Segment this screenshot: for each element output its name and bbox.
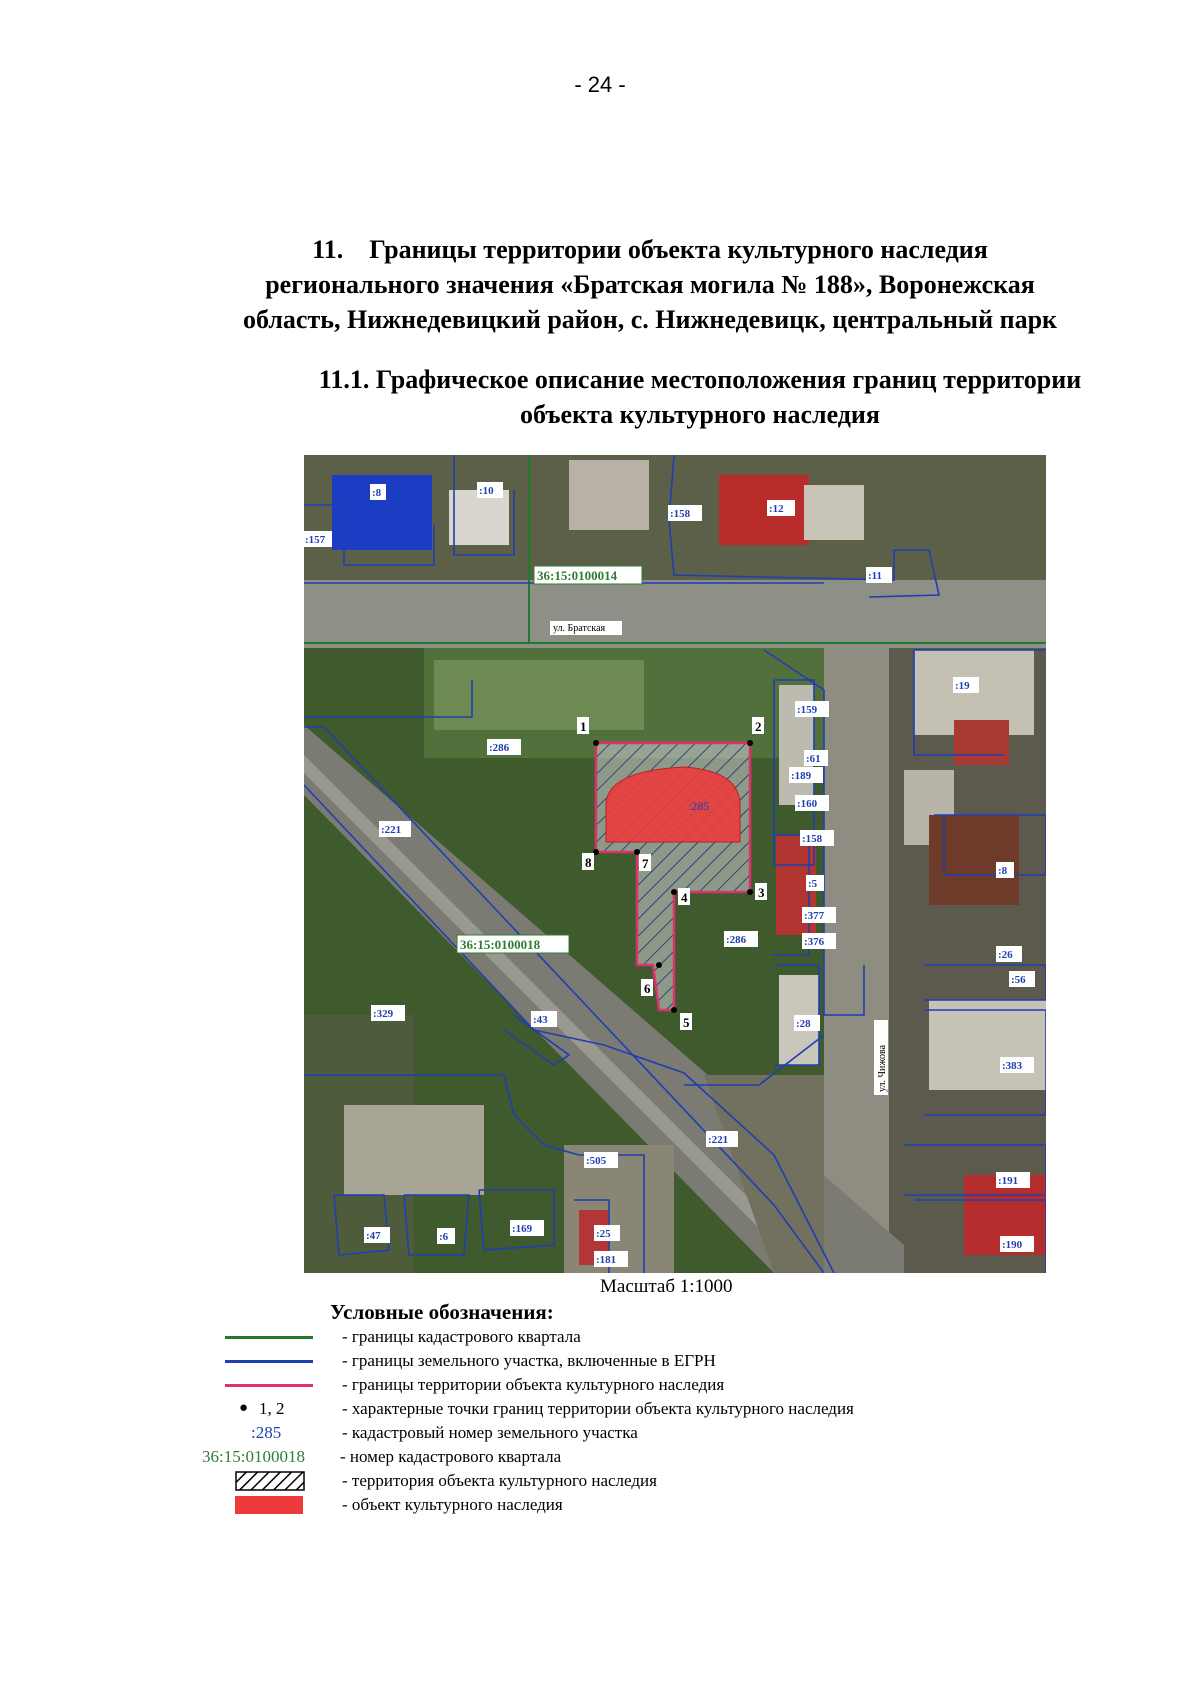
point-dot-icon: ● — [239, 1400, 249, 1416]
parcel-label: :189 — [791, 770, 812, 782]
building-roof — [929, 1000, 1046, 1090]
legend-symbol — [225, 1422, 340, 1444]
parcel-label: :8 — [998, 865, 1008, 877]
point-label: 8 — [585, 855, 592, 870]
map-scale: Масштаб 1:1000 — [600, 1276, 733, 1297]
point-label: 7 — [642, 856, 649, 871]
blue-line-swatch — [225, 1360, 313, 1363]
legend-text: - характерные точки границ территории объекта культурного наследия — [342, 1399, 854, 1418]
parcel-label: :5 — [808, 878, 818, 890]
parcel-label: :286 — [489, 742, 510, 754]
legend-item — [225, 1374, 1025, 1396]
quarter-label: 36:15:0100014 — [537, 568, 618, 583]
point-label: 3 — [758, 885, 765, 900]
boundary-point — [593, 740, 599, 746]
legend-item — [225, 1398, 1025, 1420]
parcel-label: :25 — [596, 1228, 611, 1240]
legend-item — [225, 1470, 1025, 1492]
hatched-box-swatch — [235, 1471, 305, 1491]
parcel-label: :6 — [439, 1231, 449, 1243]
legend-symbol-text: :285 — [251, 1423, 282, 1442]
point-label: 6 — [644, 981, 651, 996]
section-heading-line: 11. Границы территории объекта культурного наследия — [312, 235, 988, 264]
red-box-swatch — [235, 1496, 303, 1514]
section-heading-line: область, Нижнедевицкий район, с. Нижнедевицк, центральный парк — [242, 305, 1058, 334]
boundary-point — [671, 889, 677, 895]
parcel-label: :12 — [769, 503, 784, 515]
legend-symbol — [225, 1374, 340, 1396]
section-heading — [150, 232, 1150, 337]
legend-symbol — [225, 1470, 340, 1492]
parcel-label: :157 — [305, 534, 326, 546]
parcel-label: :286 — [726, 934, 747, 946]
legend-item — [225, 1326, 1025, 1348]
parcel-label: :160 — [797, 798, 818, 810]
legend-symbol — [225, 1398, 340, 1420]
legend-text: - границы земельного участка, включенные в ЕГРН — [342, 1351, 716, 1370]
parcel-label: :377 — [804, 910, 825, 922]
cadastral-map — [304, 455, 1046, 1273]
red-roof-building — [954, 720, 1009, 765]
parcel-label: :8 — [372, 487, 382, 499]
legend-text: - номер кадастрового квартала — [340, 1447, 562, 1466]
parcel-label: :158 — [670, 508, 691, 520]
parcel-label: :26 — [998, 949, 1013, 961]
heritage-object — [606, 767, 740, 842]
parcel-label: :329 — [373, 1008, 394, 1020]
legend-symbol — [225, 1350, 340, 1372]
legend-text: - кадастровый номер земельного участка — [342, 1423, 638, 1442]
pink-line-swatch — [225, 1384, 313, 1387]
section-heading-line: регионального значения «Братская могила № 188», Воронежская — [265, 270, 1035, 299]
building-roof — [804, 485, 864, 540]
legend-symbol-text: 36:15:0100018 — [202, 1447, 305, 1466]
legend-title: Условные обозначения: — [330, 1300, 554, 1324]
point-label: 5 — [683, 1015, 690, 1030]
park-lawn — [434, 660, 644, 730]
parcel-label: :61 — [806, 753, 821, 765]
legend-item — [202, 1446, 1002, 1468]
legend-symbol — [202, 1446, 340, 1468]
street-label: ул. Чижова — [877, 1044, 888, 1092]
parcel-label: :221 — [708, 1134, 729, 1146]
parcel-label: :10 — [479, 485, 494, 497]
parcel-label: :11 — [868, 570, 883, 582]
parcel-label: :19 — [955, 680, 970, 692]
parcel-label: :169 — [512, 1223, 533, 1235]
legend-symbol — [225, 1494, 340, 1516]
boundary-point — [747, 740, 753, 746]
legend-text: - границы территории объекта культурного наследия — [342, 1375, 725, 1394]
legend-text: - территория объекта культурного наследия — [342, 1471, 657, 1490]
parcel-label: :158 — [802, 833, 823, 845]
parcel-label: :43 — [533, 1014, 548, 1026]
parcel-label: :285 — [688, 799, 710, 813]
page-number: - 24 - — [574, 72, 626, 97]
parcel-label: :376 — [804, 936, 825, 948]
parcel-label: :383 — [1002, 1060, 1023, 1072]
legend-text: - объект культурного наследия — [342, 1495, 563, 1514]
red-roof-building — [719, 475, 809, 545]
cadastral-map-svg — [304, 455, 1046, 1273]
building-roof — [449, 490, 509, 545]
point-label: 4 — [681, 890, 688, 905]
quarter-label: 36:15:0100018 — [460, 937, 541, 952]
bratskaya-street — [304, 580, 1046, 648]
parcel-label: :181 — [596, 1254, 617, 1266]
green-line-swatch — [225, 1336, 313, 1339]
subsection-heading-line: 11.1. Графическое описание местоположения границ территории — [318, 365, 1082, 394]
subsection-heading — [250, 362, 1150, 432]
point-label: 2 — [755, 719, 762, 734]
southwest-yard — [344, 1105, 484, 1195]
parcel-label: :28 — [796, 1018, 811, 1030]
boundary-point — [656, 962, 662, 968]
boundary-point — [747, 889, 753, 895]
building-roof — [569, 460, 649, 530]
subsection-heading-line: объекта культурного наследия — [520, 400, 880, 429]
legend-symbol-text: 1, 2 — [259, 1399, 285, 1418]
parcel-label: :221 — [381, 824, 402, 836]
parcel-label: :505 — [586, 1155, 607, 1167]
legend-symbol — [225, 1326, 340, 1348]
building-roof — [929, 815, 1019, 905]
parcel-label: :47 — [366, 1230, 381, 1242]
legend-item — [225, 1494, 1025, 1516]
parcel-label: :56 — [1011, 974, 1026, 986]
parcel-label: :191 — [998, 1175, 1019, 1187]
boundary-point — [671, 1007, 677, 1013]
legend-item — [225, 1422, 1025, 1444]
legend-item — [225, 1350, 1025, 1372]
point-label: 1 — [580, 719, 587, 734]
legend-text: - границы кадастрового квартала — [342, 1327, 581, 1346]
street-label: ул. Братская — [553, 623, 606, 634]
parcel-label: :190 — [1002, 1239, 1023, 1251]
parcel-label: :159 — [797, 704, 818, 716]
